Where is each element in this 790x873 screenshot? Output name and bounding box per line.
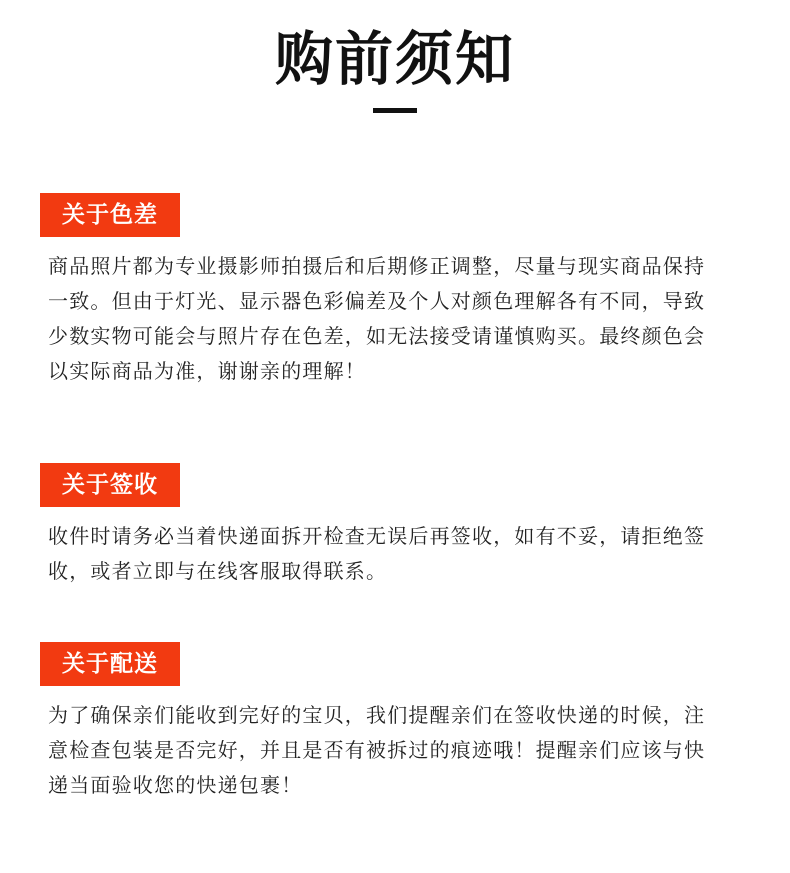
body-line: 意检查包装是否完好，并且是否有被拆过的痕迹哦！提醒亲们应该与快 xyxy=(48,738,706,762)
section-delivery xyxy=(40,642,760,803)
body-line: 收件时请务必当着快递面拆开检查无误后再签收，如有不妥，请拒绝签 xyxy=(48,524,706,548)
page-title: 购前须知 xyxy=(274,25,515,93)
section-body-color-difference xyxy=(48,249,748,389)
section-body-receipt xyxy=(48,519,748,589)
section-tag-receipt: 关于签收 xyxy=(40,463,180,507)
body-line: 以实际商品为准，谢谢亲的理解！ xyxy=(48,359,366,383)
section-body-delivery xyxy=(48,698,748,803)
body-line: 收，或者立即与在线客服取得联系。 xyxy=(48,559,388,583)
body-line: 商品照片都为专业摄影师拍摄后和后期修正调整，尽量与现实商品保持 xyxy=(48,254,706,278)
title-underline xyxy=(373,108,417,113)
body-line: 一致。但由于灯光、显示器色彩偏差及个人对颜色理解各有不同，导致 xyxy=(48,289,706,313)
section-tag-color-difference: 关于色差 xyxy=(40,193,180,237)
body-line: 少数实物可能会与照片存在色差，如无法接受请谨慎购买。最终颜色会 xyxy=(48,324,706,348)
section-tag-delivery: 关于配送 xyxy=(40,642,180,686)
body-line: 为了确保亲们能收到完好的宝贝，我们提醒亲们在签收快递的时候，注 xyxy=(48,703,706,727)
section-color-difference xyxy=(40,193,760,389)
section-receipt xyxy=(40,463,760,589)
body-line: 递当面验收您的快递包裹！ xyxy=(48,773,303,797)
